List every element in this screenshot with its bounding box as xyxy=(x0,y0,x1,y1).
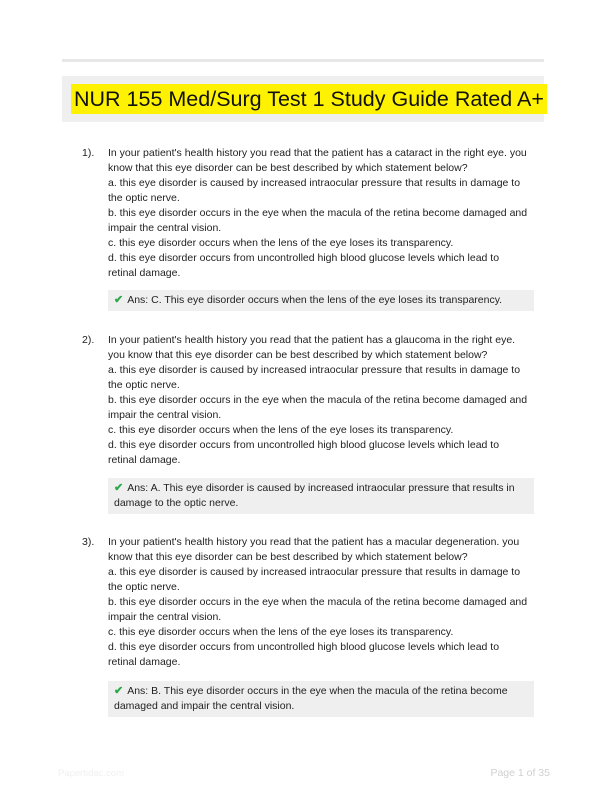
check-icon: ✔ xyxy=(114,294,124,306)
question-text xyxy=(108,535,538,670)
option-a-cont: the optic nerve. xyxy=(108,379,180,391)
question-line: know that this eye disorder can be best described by which statement below? xyxy=(108,551,468,563)
question-number: 2). xyxy=(82,334,95,346)
question-line: In your patient's health history you read that the patient has a macular degeneration. you xyxy=(108,536,520,548)
option-c: c. this eye disorder occurs when the lens of the eye loses its transparency. xyxy=(108,237,454,249)
answer-box xyxy=(108,478,534,514)
question-line: In your patient's health history you read that the patient has a glaucoma in the right eye. xyxy=(108,334,516,346)
question-line: In your patient's health history you read that the patient has a cataract in the right eye. you xyxy=(108,147,527,159)
question-number: 3). xyxy=(82,536,95,548)
document-title: NUR 155 Med/Surg Test 1 Study Guide Rated A+ xyxy=(71,84,547,114)
question-text xyxy=(108,333,538,468)
answer-box xyxy=(108,681,534,717)
check-icon: ✔ xyxy=(114,482,124,494)
answer-box xyxy=(108,290,534,311)
answer-text: Ans: B. This eye disorder occurs in the eye when the macula of the retina become xyxy=(127,685,508,697)
option-d-cont: retinal damage. xyxy=(108,656,181,668)
option-b-cont: impair the central vision. xyxy=(108,611,222,623)
page-number: Page 1 of 35 xyxy=(490,767,550,779)
question-line: you know that this eye disorder can be best described by which statement below? xyxy=(108,349,488,361)
option-d-cont: retinal damage. xyxy=(108,267,181,279)
option-a-cont: the optic nerve. xyxy=(108,192,180,204)
option-b-cont: impair the central vision. xyxy=(108,409,222,421)
option-a: a. this eye disorder is caused by increased intraocular pressure that results in damage to xyxy=(108,177,521,189)
option-d: d. this eye disorder occurs from uncontrolled high blood glucose levels which lead to xyxy=(108,439,500,451)
top-divider xyxy=(62,59,544,62)
option-a: a. this eye disorder is caused by increased intraocular pressure that results in damage to xyxy=(108,566,521,578)
answer-text: Ans: C. This eye disorder occurs when the lens of the eye loses its transparency. xyxy=(127,294,503,306)
question-text xyxy=(108,146,538,281)
answer-text-cont: damaged and impair the central vision. xyxy=(114,700,295,712)
answer-text-cont: damage to the optic nerve. xyxy=(114,497,239,509)
option-b-cont: impair the central vision. xyxy=(108,222,222,234)
title-banner xyxy=(62,76,544,122)
option-a: a. this eye disorder is caused by increased intraocular pressure that results in damage to xyxy=(108,364,521,376)
option-b: b. this eye disorder occurs in the eye when the macula of the retina become damaged and xyxy=(108,207,528,219)
option-b: b. this eye disorder occurs in the eye when the macula of the retina become damaged and xyxy=(108,596,528,608)
footer-watermark: Papertidac.com xyxy=(58,768,125,779)
option-d-cont: retinal damage. xyxy=(108,454,181,466)
question-line: know that this eye disorder can be best described by which statement below? xyxy=(108,162,468,174)
option-b: b. this eye disorder occurs in the eye when the macula of the retina become damaged and xyxy=(108,394,528,406)
option-d: d. this eye disorder occurs from uncontrolled high blood glucose levels which lead to xyxy=(108,641,500,653)
option-c: c. this eye disorder occurs when the lens of the eye loses its transparency. xyxy=(108,626,454,638)
option-a-cont: the optic nerve. xyxy=(108,581,180,593)
option-d: d. this eye disorder occurs from uncontrolled high blood glucose levels which lead to xyxy=(108,252,500,264)
check-icon: ✔ xyxy=(114,685,124,697)
option-c: c. this eye disorder occurs when the lens of the eye loses its transparency. xyxy=(108,424,454,436)
question-number: 1). xyxy=(82,147,95,159)
answer-text: Ans: A. This eye disorder is caused by increased intraocular pressure that results in xyxy=(127,482,515,494)
